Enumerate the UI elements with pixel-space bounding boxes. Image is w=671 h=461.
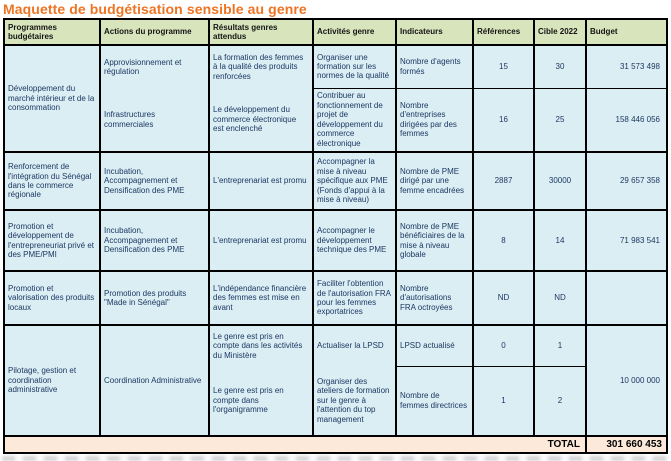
cell-reference: 16 [473, 88, 534, 152]
total-label: TOTAL [4, 436, 586, 453]
cell-resultat: L'entreprenariat est promu [209, 152, 313, 210]
cell-action: Infrastructures commerciales [100, 88, 209, 152]
table-row [4, 325, 667, 366]
total-value: 301 660 453 [586, 436, 667, 453]
cell-indicateur: Nombre de PME bénéficiaires de la mise à niveau globale [396, 210, 473, 271]
cell-activite: Actualiser la LPSD [313, 325, 396, 366]
cell-cible: 1 [534, 325, 586, 366]
cell-action: Approvisionnement et régulation [100, 45, 209, 88]
total-row [4, 436, 667, 453]
cell-reference: 8 [473, 210, 534, 271]
cell-activite: Contribuer au fonctionnement de projet de développement du commerce électronique [313, 88, 396, 152]
cell-resultat: L'indépendance financière des femmes est mise en avant [209, 271, 313, 325]
col-header-activites: Activités genre [313, 19, 396, 45]
cell-activite: Organiser une formation sur les normes de la qualité [313, 45, 396, 88]
table-row [4, 88, 667, 152]
cell-indicateur: LPSD actualisé [396, 325, 473, 366]
cell-activite: Accompagner la mise à niveau spécifique aux PME (Fonds d'appui à la mise à niveau) [313, 152, 396, 210]
col-header-cible: Cible 2022 [534, 19, 586, 45]
col-header-budget: Budget [586, 19, 667, 45]
cell-programme: Renforcement de l'intégration du Sénégal dans le commerce régionale [4, 152, 100, 210]
cell-indicateur: Nombre d'autorisations FRA octroyées [396, 271, 473, 325]
cell-cible: ND [534, 271, 586, 325]
col-header-references: Références [473, 19, 534, 45]
table-row [4, 271, 667, 325]
cell-budget: 31 573 498 [586, 45, 667, 88]
cell-programme: Pilotage, gestion et coordination administrative [4, 325, 100, 436]
cell-resultat: La formation des femmes à la qualité des produits renforcées [209, 45, 313, 88]
cell-cible: 25 [534, 88, 586, 152]
cell-resultat: Le genre est pris en compte dans les activités du Ministère [209, 325, 313, 366]
blurred-caption [2, 456, 669, 461]
cell-programme: Promotion et valorisation des produits locaux [4, 271, 100, 325]
table-row [4, 45, 667, 88]
cell-reference: 15 [473, 45, 534, 88]
cell-activite: Faciliter l'obtention de l'autorisation FRA pour les femmes exportatrices [313, 271, 396, 325]
cell-programme: Développement du marché intérieur et de la consommation [4, 45, 100, 152]
cell-cible: 30000 [534, 152, 586, 210]
cell-action: Incubation, Accompagnement et Densification des PME [100, 210, 209, 271]
col-header-programmes: Programmes budgétaires [4, 19, 100, 45]
table-row [4, 210, 667, 271]
cell-activite: Organiser des ateliers de formation sur le genre à l'attention du top management [313, 366, 396, 436]
cell-indicateur: Nombre d'agents formés [396, 45, 473, 88]
cell-programme: Promotion et développement de l'entrepreneuriat privé et des PME/PMI [4, 210, 100, 271]
cell-budget: 71 983 541 [586, 210, 667, 271]
cell-reference: ND [473, 271, 534, 325]
cell-resultat: Le genre est pris en compte dans l'organigramme [209, 366, 313, 436]
table-row [4, 152, 667, 210]
cell-cible: 14 [534, 210, 586, 271]
cell-activite: Accompagner le développement technique des PME [313, 210, 396, 271]
page [0, 1, 671, 455]
cell-budget: 29 657 358 [586, 152, 667, 210]
cell-indicateur: Nombre de femmes directrices [396, 366, 473, 436]
cell-reference: 0 [473, 325, 534, 366]
cell-budget: 158 446 056 [586, 88, 667, 152]
col-header-indicateurs: Indicateurs [396, 19, 473, 45]
cell-cible: 2 [534, 366, 586, 436]
cell-budget: 10 000 000 [586, 325, 667, 436]
col-header-actions: Actions du programme [100, 19, 209, 45]
cell-action: Incubation, Accompagnement et Densification des PME [100, 152, 209, 210]
cell-reference: 2887 [473, 152, 534, 210]
cell-action: Coordination Administrative [100, 325, 209, 436]
cell-budget-empty [586, 271, 667, 325]
header-row [4, 19, 667, 45]
col-header-resultats: Résultats genres attendus [209, 19, 313, 45]
cell-indicateur: Nombre d'entreprises dirigées par des femmes [396, 88, 473, 152]
budget-table [3, 18, 668, 454]
cell-cible: 30 [534, 45, 586, 88]
cell-reference: 1 [473, 366, 534, 436]
page-title: Maquette de budgétisation sensible au genre [3, 1, 307, 17]
cell-resultat: Le développement du commerce électronique est enclenché [209, 88, 313, 152]
cell-indicateur: Nombre de PME dirigé par une femme encadrées [396, 152, 473, 210]
cell-action: Promotion des produits "Made in Sénégal" [100, 271, 209, 325]
cell-resultat: L'entreprenariat est promu [209, 210, 313, 271]
